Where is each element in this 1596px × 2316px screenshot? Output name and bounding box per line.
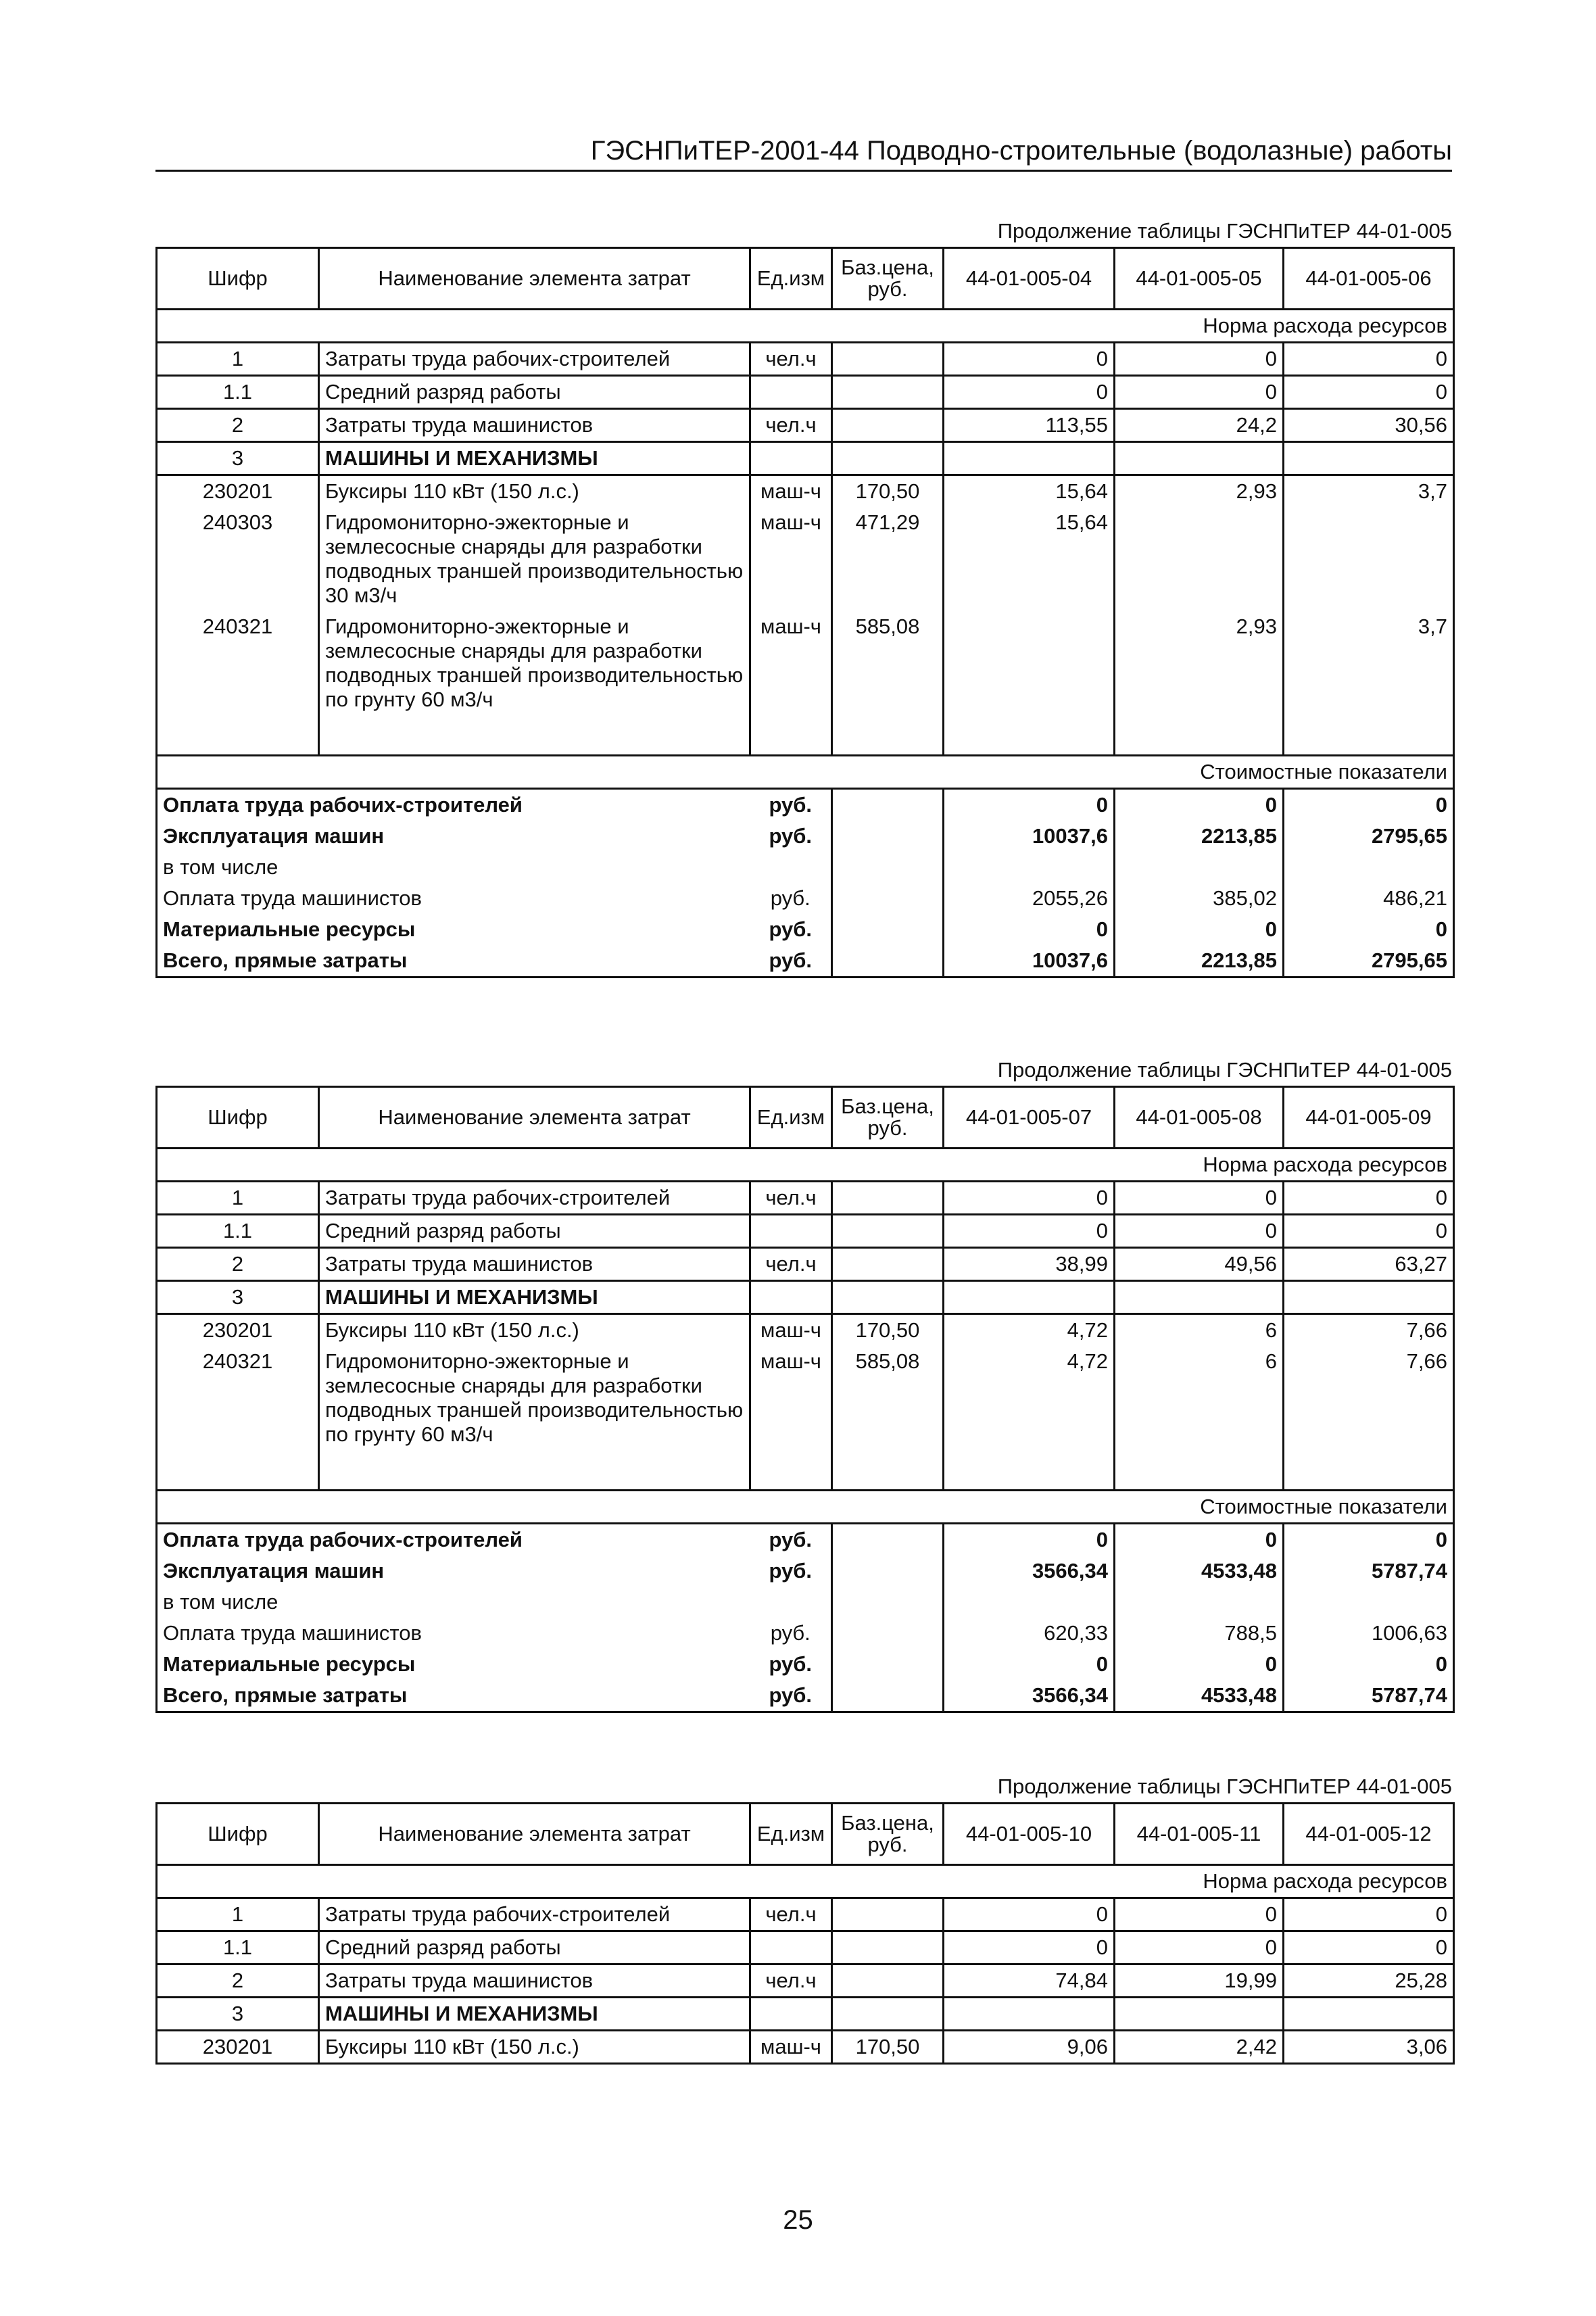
row-value: 0: [1115, 1215, 1284, 1248]
row-code: 3: [157, 1281, 319, 1314]
row-name: Гидромониторно-эжекторные и землесосные снаряды для разработки подводных траншей производительностью 30 м3/ч: [319, 507, 750, 611]
cost-row: [157, 1618, 1454, 1649]
row-price: [832, 442, 944, 475]
cost-row: [157, 914, 1454, 945]
col-code-header: Шифр: [157, 248, 319, 310]
row-unit: чел.ч: [750, 1182, 832, 1215]
section-costs-row: [157, 756, 1454, 789]
page-number: 25: [783, 2205, 813, 2235]
col-code-2: 44-01-005-08: [1115, 1087, 1284, 1149]
row-unit: [750, 1215, 832, 1248]
cost-row: [157, 945, 1454, 978]
row-value: 0: [1284, 1182, 1454, 1215]
row-code: 230201: [157, 475, 319, 508]
row-value: [1115, 507, 1284, 611]
row-value: 6: [1115, 1314, 1284, 1347]
cost-unit: руб.: [770, 886, 811, 910]
table-header-row: [157, 1087, 1454, 1149]
row-value: 3,7: [1284, 475, 1454, 508]
row-price: [832, 1182, 944, 1215]
cost-value: 3566,34: [944, 1555, 1115, 1587]
row-code: 1.1: [157, 1215, 319, 1248]
cost-row: [157, 1649, 1454, 1680]
cost-value: 620,33: [944, 1618, 1115, 1649]
cost-unit: руб.: [769, 1559, 813, 1583]
row-name: Затраты труда рабочих-строителей: [319, 1182, 750, 1215]
col-name-header: Наименование элемента затрат: [319, 1087, 750, 1149]
cost-value: 0: [1115, 914, 1284, 945]
row-name: Затраты труда рабочих-строителей: [319, 1898, 750, 1931]
cost-row: [157, 789, 1454, 821]
row-price: [832, 1281, 944, 1314]
row-code: 1: [157, 1182, 319, 1215]
table-header-row: [157, 1804, 1454, 1865]
row-name: Буксиры 110 кВт (150 л.с.): [319, 2031, 750, 2064]
table-row: [157, 376, 1454, 409]
cost-label: Оплата труда рабочих-строителей: [157, 789, 750, 821]
row-name: Буксиры 110 кВт (150 л.с.): [319, 1314, 750, 1347]
table-row: [157, 507, 1454, 611]
row-unit: маш-ч: [750, 1314, 832, 1347]
section-costs-label: Стоимостные показатели: [157, 1491, 1454, 1524]
row-value: 113,55: [944, 409, 1115, 442]
cost-value: 0: [944, 914, 1115, 945]
row-value: 6: [1115, 1346, 1284, 1450]
table-row: [157, 1898, 1454, 1931]
cost-value: 2213,85: [1115, 821, 1284, 852]
col-code-header: Шифр: [157, 1804, 319, 1865]
row-unit: [750, 1281, 832, 1314]
table-row: [157, 475, 1454, 508]
row-unit: маш-ч: [750, 611, 832, 715]
row-unit: [750, 442, 832, 475]
row-value: [944, 1998, 1115, 2031]
row-name: МАШИНЫ И МЕХАНИЗМЫ: [319, 442, 750, 475]
row-code: 3: [157, 1998, 319, 2031]
cost-value: 4533,48: [1115, 1680, 1284, 1712]
table-row: [157, 1346, 1454, 1450]
row-code: 1: [157, 1898, 319, 1931]
row-name: Гидромониторно-эжекторные и землесосные снаряды для разработки подводных траншей производительностью по грунту 60 м3/ч: [319, 1346, 750, 1450]
row-price: 471,29: [832, 507, 944, 611]
row-name: Гидромониторно-эжекторные и землесосные снаряды для разработки подводных траншей производительностью по грунту 60 м3/ч: [319, 611, 750, 715]
row-value: 9,06: [944, 2031, 1115, 2064]
cost-label: Оплата труда рабочих-строителей: [157, 1524, 750, 1556]
row-unit: чел.ч: [750, 409, 832, 442]
cost-value: 0: [1284, 914, 1454, 945]
row-price: [832, 1964, 944, 1998]
row-unit: маш-ч: [750, 507, 832, 611]
row-code: 2: [157, 409, 319, 442]
cost-label: Материальные ресурсы: [157, 914, 750, 945]
row-value: [1115, 1281, 1284, 1314]
row-value: [1284, 507, 1454, 611]
row-unit: [750, 1998, 832, 2031]
row-name: Буксиры 110 кВт (150 л.с.): [319, 475, 750, 508]
row-code: 1.1: [157, 376, 319, 409]
cost-row: [157, 821, 1454, 852]
table-row: [157, 1964, 1454, 1998]
row-name: Средний разряд работы: [319, 376, 750, 409]
cost-label: Всего, прямые затраты: [157, 1680, 750, 1712]
row-value: 0: [944, 1898, 1115, 1931]
cost-value: 3566,34: [944, 1680, 1115, 1712]
row-code: 240303: [157, 507, 319, 611]
row-price: [832, 343, 944, 376]
cost-row: [157, 1587, 1454, 1618]
resource-table-3: [155, 1802, 1455, 2065]
row-value: [1115, 1998, 1284, 2031]
row-value: 15,64: [944, 507, 1115, 611]
cost-unit: руб.: [769, 793, 813, 817]
cost-value: 0: [944, 1524, 1115, 1556]
row-value: 0: [1284, 1215, 1454, 1248]
row-name: Затраты труда машинистов: [319, 1964, 750, 1998]
row-value: 0: [944, 343, 1115, 376]
col-code-1: 44-01-005-04: [944, 248, 1115, 310]
row-code: 2: [157, 1248, 319, 1281]
cost-value: 0: [1115, 1649, 1284, 1680]
cost-unit: руб.: [770, 1621, 811, 1645]
row-code: 240321: [157, 1346, 319, 1450]
col-unit-header: Ед.изм: [750, 1087, 832, 1149]
row-name: Средний разряд работы: [319, 1931, 750, 1964]
cost-label: Материальные ресурсы: [157, 1649, 750, 1680]
row-value: 7,66: [1284, 1346, 1454, 1450]
cost-label: Эксплуатация машин: [157, 821, 750, 852]
cost-row: [157, 1524, 1454, 1556]
cost-value: 0: [1284, 1524, 1454, 1556]
row-price: 585,08: [832, 1346, 944, 1450]
cost-value: 10037,6: [944, 945, 1115, 978]
row-value: 19,99: [1115, 1964, 1284, 1998]
row-value: 0: [944, 1182, 1115, 1215]
row-price: [832, 409, 944, 442]
row-value: 0: [1115, 1182, 1284, 1215]
row-value: 0: [1284, 1898, 1454, 1931]
section-norms-label: Норма расхода ресурсов: [157, 1865, 1454, 1898]
row-name: Средний разряд работы: [319, 1215, 750, 1248]
cost-label: в том числе: [157, 1587, 750, 1618]
cost-value: 0: [1115, 789, 1284, 821]
page-header: [155, 132, 1452, 172]
section-costs-label: Стоимостные показатели: [157, 756, 1454, 789]
cost-unit: руб.: [750, 1680, 832, 1712]
row-value: 49,56: [1115, 1248, 1284, 1281]
cost-row: [157, 1680, 1454, 1712]
row-value: 0: [1284, 1931, 1454, 1964]
cost-value: 5787,74: [1284, 1680, 1454, 1712]
row-value: [1284, 442, 1454, 475]
row-value: 4,72: [944, 1314, 1115, 1347]
cost-label: Оплата труда машинистов: [157, 883, 750, 914]
row-price: [832, 376, 944, 409]
table-row: [157, 1998, 1454, 2031]
table-row: [157, 1215, 1454, 1248]
col-price-header: Баз.цена, руб.: [832, 1087, 944, 1149]
row-value: 0: [1115, 1931, 1284, 1964]
row-name: МАШИНЫ И МЕХАНИЗМЫ: [319, 1998, 750, 2031]
table-caption: Продолжение таблицы ГЭСНПиТЕР 44-01-005: [997, 1775, 1452, 1798]
cost-unit: руб.: [769, 917, 813, 941]
table-row: [157, 1248, 1454, 1281]
spacer-row: [157, 1450, 1454, 1491]
table-row: [157, 1314, 1454, 1347]
cost-value: 2795,65: [1284, 945, 1454, 978]
row-value: 7,66: [1284, 1314, 1454, 1347]
section-costs-row: [157, 1491, 1454, 1524]
row-price: 585,08: [832, 611, 944, 715]
row-value: 63,27: [1284, 1248, 1454, 1281]
cost-row: [157, 852, 1454, 883]
col-price-header: Баз.цена, руб.: [832, 1804, 944, 1865]
row-price: [832, 1898, 944, 1931]
row-unit: маш-ч: [750, 1346, 832, 1450]
row-value: 30,56: [1284, 409, 1454, 442]
row-value: 38,99: [944, 1248, 1115, 1281]
row-value: 4,72: [944, 1346, 1115, 1450]
col-name-header: Наименование элемента затрат: [319, 248, 750, 310]
row-value: [1115, 442, 1284, 475]
col-code-2: 44-01-005-11: [1115, 1804, 1284, 1865]
cost-label: Оплата труда машинистов: [157, 1618, 750, 1649]
cost-label: Всего, прямые затраты: [157, 945, 750, 978]
row-price: 170,50: [832, 2031, 944, 2064]
cost-unit: руб.: [769, 1652, 813, 1676]
cost-unit: руб.: [769, 1528, 813, 1551]
table-row: [157, 409, 1454, 442]
cost-value: 0: [1284, 1649, 1454, 1680]
col-price-header: Баз.цена, руб.: [832, 248, 944, 310]
row-value: [944, 1281, 1115, 1314]
row-value: 0: [1115, 1898, 1284, 1931]
row-value: 0: [1284, 376, 1454, 409]
col-unit-header: Ед.изм: [750, 1804, 832, 1865]
row-unit: [750, 1931, 832, 1964]
section-norms-row: [157, 1865, 1454, 1898]
table-row: [157, 1281, 1454, 1314]
row-value: 0: [1115, 343, 1284, 376]
row-value: 2,42: [1115, 2031, 1284, 2064]
row-code: 2: [157, 1964, 319, 1998]
col-name-header: Наименование элемента затрат: [319, 1804, 750, 1865]
row-price: [832, 1998, 944, 2031]
row-code: 240321: [157, 611, 319, 715]
row-value: 0: [1284, 343, 1454, 376]
section-norms-label: Норма расхода ресурсов: [157, 1149, 1454, 1182]
row-unit: [750, 376, 832, 409]
cost-value: 788,5: [1115, 1618, 1284, 1649]
row-value: 2,93: [1115, 475, 1284, 508]
row-code: 230201: [157, 2031, 319, 2064]
row-unit: маш-ч: [750, 2031, 832, 2064]
table-row: [157, 1931, 1454, 1964]
row-code: 3: [157, 442, 319, 475]
row-code: 230201: [157, 1314, 319, 1347]
row-name: Затраты труда рабочих-строителей: [319, 343, 750, 376]
cost-label: Эксплуатация машин: [157, 1555, 750, 1587]
row-name: Затраты труда машинистов: [319, 1248, 750, 1281]
table-caption: Продолжение таблицы ГЭСНПиТЕР 44-01-005: [997, 219, 1452, 243]
resource-table-1: [155, 247, 1455, 978]
row-price: [832, 1931, 944, 1964]
col-code-1: 44-01-005-10: [944, 1804, 1115, 1865]
row-name: МАШИНЫ И МЕХАНИЗМЫ: [319, 1281, 750, 1314]
cost-unit: руб.: [769, 824, 813, 848]
section-norms-label: Норма расхода ресурсов: [157, 310, 1454, 343]
row-value: 0: [944, 1931, 1115, 1964]
row-value: 15,64: [944, 475, 1115, 508]
cost-value: 0: [944, 789, 1115, 821]
row-value: 25,28: [1284, 1964, 1454, 1998]
section-norms-row: [157, 310, 1454, 343]
row-price: [832, 1215, 944, 1248]
cost-row: [157, 883, 1454, 914]
row-value: 2,93: [1115, 611, 1284, 715]
table-row: [157, 343, 1454, 376]
cost-value: 486,21: [1284, 883, 1454, 914]
cost-value: 0: [944, 1649, 1115, 1680]
row-price: 170,50: [832, 1314, 944, 1347]
row-value: [1284, 1281, 1454, 1314]
row-unit: чел.ч: [750, 1898, 832, 1931]
cost-value: 2213,85: [1115, 945, 1284, 978]
cost-value: 2795,65: [1284, 821, 1454, 852]
cost-row: [157, 1555, 1454, 1587]
row-price: [832, 1248, 944, 1281]
row-unit: чел.ч: [750, 1964, 832, 1998]
row-unit: маш-ч: [750, 475, 832, 508]
cost-value: 10037,6: [944, 821, 1115, 852]
cost-value: 0: [1115, 1524, 1284, 1556]
row-code: 1.1: [157, 1931, 319, 1964]
row-value: 24,2: [1115, 409, 1284, 442]
cost-value: 1006,63: [1284, 1618, 1454, 1649]
table-row: [157, 611, 1454, 715]
row-name: Затраты труда машинистов: [319, 409, 750, 442]
row-unit: чел.ч: [750, 343, 832, 376]
row-unit: чел.ч: [750, 1248, 832, 1281]
col-code-1: 44-01-005-07: [944, 1087, 1115, 1149]
cost-value: 2055,26: [944, 883, 1115, 914]
row-value: 0: [944, 1215, 1115, 1248]
col-unit-header: Ед.изм: [750, 248, 832, 310]
table-header-row: [157, 248, 1454, 310]
spacer-row: [157, 715, 1454, 756]
section-norms-row: [157, 1149, 1454, 1182]
resource-table-2: [155, 1086, 1455, 1713]
col-code-3: 44-01-005-06: [1284, 248, 1454, 310]
cost-unit: руб.: [750, 945, 832, 978]
row-value: 0: [944, 376, 1115, 409]
cost-value: 5787,74: [1284, 1555, 1454, 1587]
table-row: [157, 1182, 1454, 1215]
cost-label: в том числе: [157, 852, 750, 883]
row-code: 1: [157, 343, 319, 376]
col-code-3: 44-01-005-12: [1284, 1804, 1454, 1865]
row-value: [944, 442, 1115, 475]
col-code-3: 44-01-005-09: [1284, 1087, 1454, 1149]
row-value: 74,84: [944, 1964, 1115, 1998]
col-code-header: Шифр: [157, 1087, 319, 1149]
cost-value: 0: [1284, 789, 1454, 821]
row-price: 170,50: [832, 475, 944, 508]
row-value: 0: [1115, 376, 1284, 409]
row-value: [1284, 1998, 1454, 2031]
row-value: 3,06: [1284, 2031, 1454, 2064]
cost-value: 385,02: [1115, 883, 1284, 914]
col-code-2: 44-01-005-05: [1115, 248, 1284, 310]
table-row: [157, 442, 1454, 475]
cost-value: 4533,48: [1115, 1555, 1284, 1587]
page-title: ГЭСНПиТЕР-2001-44 Подводно-строительные (водолазные) работы: [590, 136, 1452, 166]
table-caption: Продолжение таблицы ГЭСНПиТЕР 44-01-005: [997, 1058, 1452, 1082]
row-value: 3,7: [1284, 611, 1454, 715]
table-row: [157, 2031, 1454, 2064]
row-value: [944, 611, 1115, 715]
